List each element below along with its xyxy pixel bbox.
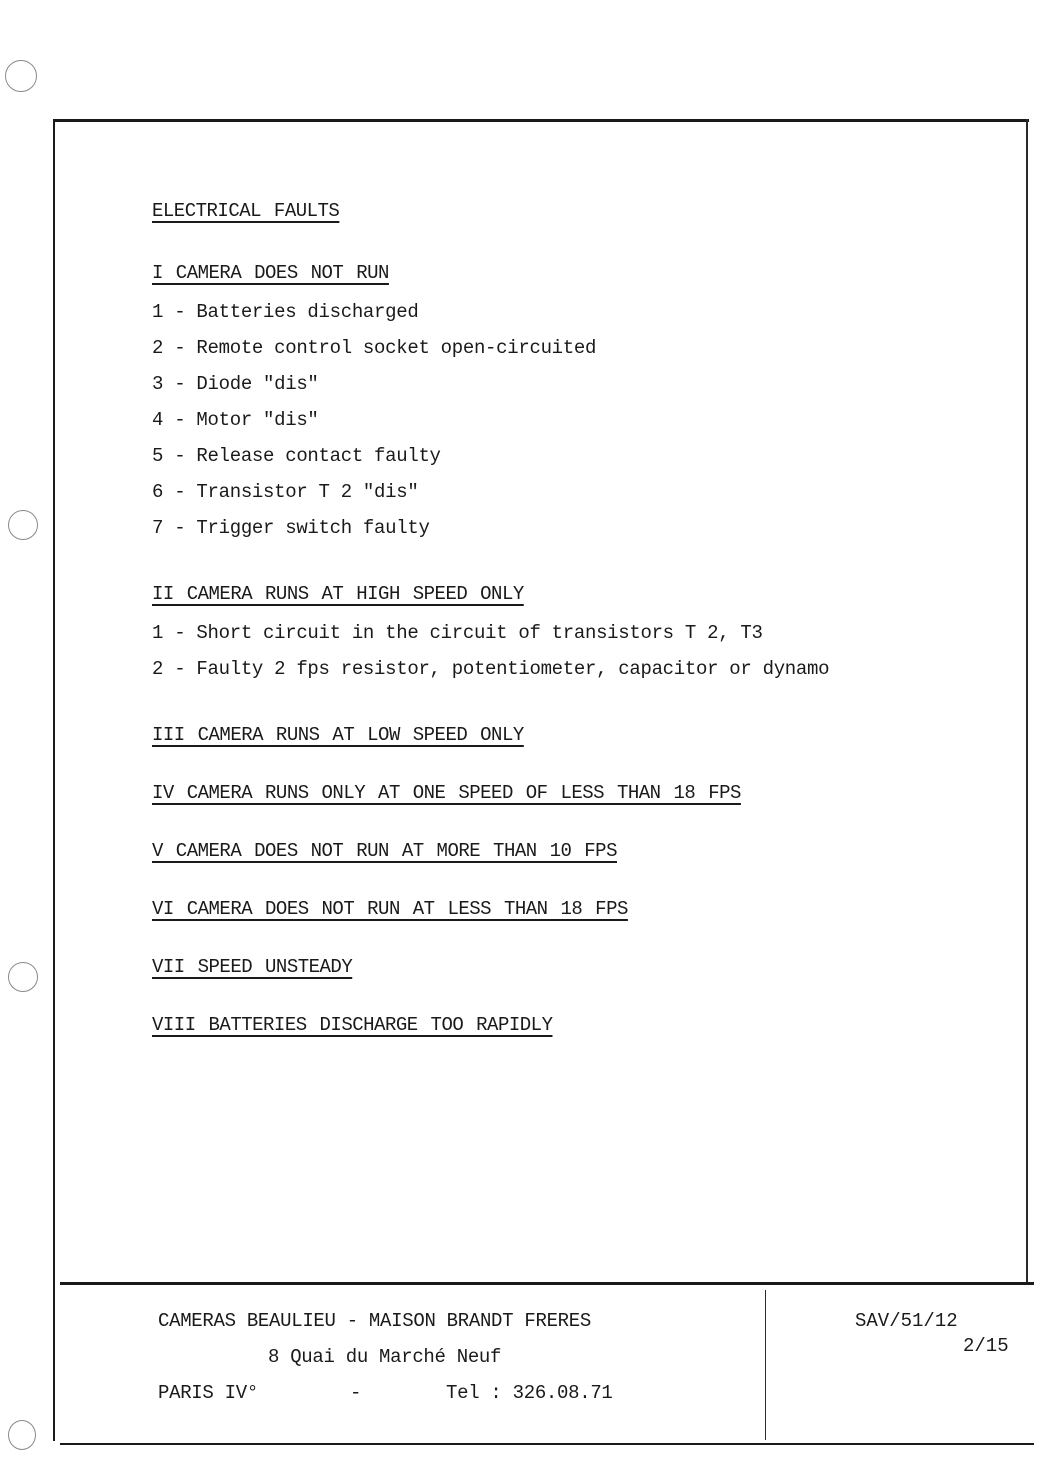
fault-item: 2 - Faulty 2 fps resistor, potentiometer, capacitor or dynamo	[152, 658, 830, 680]
page-frame-left	[53, 119, 55, 1441]
page-frame-top	[55, 119, 1029, 122]
section-high-speed-only	[152, 583, 1012, 691]
company-city: PARIS IV°	[158, 1382, 258, 1404]
punch-hole-bottom	[8, 1420, 36, 1450]
company-name: CAMERAS BEAULIEU - MAISON BRANDT FRERES	[158, 1310, 591, 1332]
section-heading-not-less-than-18fps: VI CAMERA DOES NOT RUN AT LESS THAN 18 FPS	[152, 898, 628, 920]
section-heading: II CAMERA RUNS AT HIGH SPEED ONLY	[152, 583, 524, 605]
fault-item: 2 - Remote control socket open-circuited	[152, 337, 597, 359]
fault-item: 1 - Batteries discharged	[152, 301, 419, 323]
punch-hole-upper-middle	[8, 510, 38, 540]
fault-item: 5 - Release contact faulty	[152, 445, 441, 467]
section-heading-low-speed-only: III CAMERA RUNS AT LOW SPEED ONLY	[152, 724, 524, 746]
punch-hole-top	[5, 60, 37, 92]
company-address: 8 Quai du Marché Neuf	[268, 1346, 502, 1368]
document-body	[152, 200, 1012, 1072]
fault-item: 4 - Motor "dis"	[152, 409, 319, 431]
section-heading-not-more-than-10fps: V CAMERA DOES NOT RUN AT MORE THAN 10 FPS	[152, 840, 617, 862]
fault-item: 3 - Diode "dis"	[152, 373, 319, 395]
section-heading-speed-unsteady: VII SPEED UNSTEADY	[152, 956, 353, 978]
section-heading-batteries-discharge: VIII BATTERIES DISCHARGE TOO RAPIDLY	[152, 1014, 553, 1036]
document-title: ELECTRICAL FAULTS	[152, 200, 340, 222]
page-number: 2/15	[963, 1335, 1009, 1357]
fault-item: 1 - Short circuit in the circuit of transistors T 2, T3	[152, 622, 763, 644]
punch-hole-lower-middle	[8, 962, 38, 992]
page-frame-right	[1026, 119, 1028, 1282]
fault-item: 6 - Transistor T 2 "dis"	[152, 481, 419, 503]
company-phone: Tel : 326.08.71	[446, 1382, 613, 1404]
section-heading: I CAMERA DOES NOT RUN	[152, 262, 389, 284]
footer-title-block	[60, 1282, 1034, 1445]
footer-divider	[765, 1290, 766, 1440]
reference-code: SAV/51/12	[855, 1310, 958, 1332]
fault-item: 7 - Trigger switch faulty	[152, 517, 430, 539]
fault-list	[152, 298, 1012, 550]
footer-separator: -	[350, 1382, 362, 1404]
fault-list	[152, 619, 1012, 691]
section-heading-one-speed: IV CAMERA RUNS ONLY AT ONE SPEED OF LESS THAN 18 FPS	[152, 782, 741, 804]
section-camera-does-not-run	[152, 262, 1012, 550]
